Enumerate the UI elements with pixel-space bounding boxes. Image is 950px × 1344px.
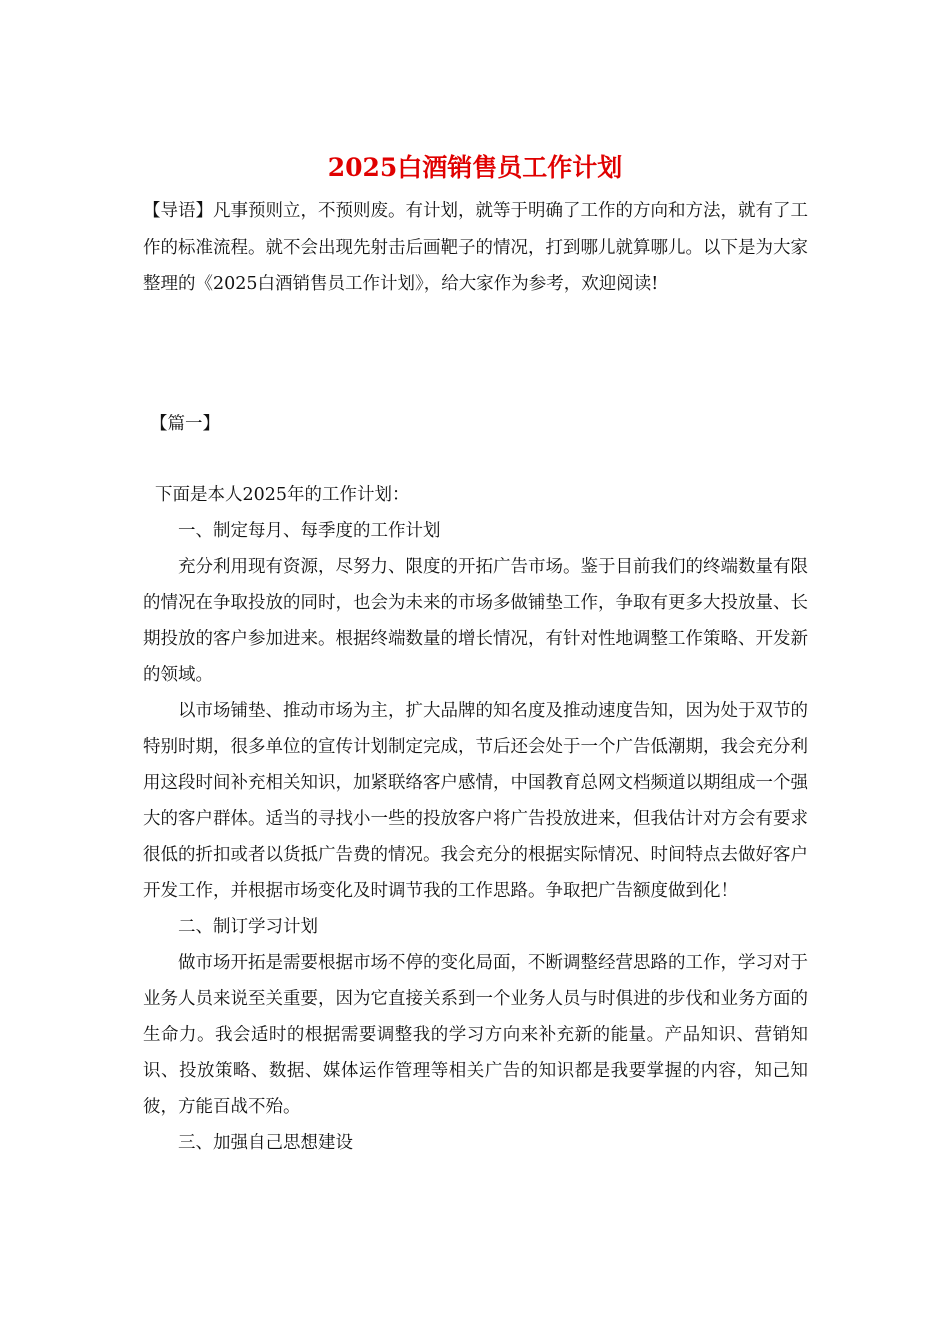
body-paragraph: 以市场铺垫、推动市场为主，扩大品牌的知名度及推动速度告知，因为处于双节的特别时期，很多单位的宣传计划制定完成，节后还会处于一个广告低潮期，我会充分利用这段时间补充相关知识，加紧联络客户感情，中国教育总网文档频道以期组成一个强大的客户群体。适当的寻找小一些的投放客户将广告投放进来，但我估计对方会有要求很低的折扣或者以货抵广告费的情况。我会充分的根据实际情况、时间特点去做好客户开发工作，并根据市场变化及时调节我的工作思路。争取把广告额度做到化！	[143, 701, 808, 901]
section-label: 【篇一】	[150, 414, 220, 434]
section-heading: 三、加强自己思想建设	[178, 1133, 353, 1153]
document-body	[143, 477, 808, 1161]
document-title: 2025白酒销售员工作计划	[327, 153, 623, 182]
body-paragraph: 充分利用现有资源，尽努力、限度的开拓广告市场。鉴于目前我们的终端数量有限的情况在争取投放的同时，也会为未来的市场多做铺垫工作，争取有更多大投放量、长期投放的客户参加进来。根据终端数量的增长情况，有针对性地调整工作策略、开发新的领域。	[143, 557, 808, 685]
intro-paragraph: 【导语】凡事预则立，不预则废。有计划，就等于明确了工作的方向和方法，就有了工作的标准流程。就不会出现先射击后画靶子的情况，打到哪儿就算哪儿。以下是为大家整理的《2025白酒销售员工作计划》，给大家作为参考，欢迎阅读!	[143, 201, 808, 294]
section-heading: 一、制定每月、每季度的工作计划	[178, 521, 441, 541]
body-paragraph: 下面是本人2025年的工作计划：	[155, 485, 410, 505]
body-paragraph: 做市场开拓是需要根据市场不停的变化局面，不断调整经营思路的工作，学习对于业务人员来说至关重要，因为它直接关系到一个业务人员与时俱进的步伐和业务方面的生命力。我会适时的根据需要调整我的学习方向来补充新的能量。产品知识、营销知识、投放策略、数据、媒体运作管理等相关广告的知识都是我要掌握的内容，知己知彼，方能百战不殆。	[143, 953, 808, 1117]
section-heading: 二、制订学习计划	[178, 917, 318, 937]
